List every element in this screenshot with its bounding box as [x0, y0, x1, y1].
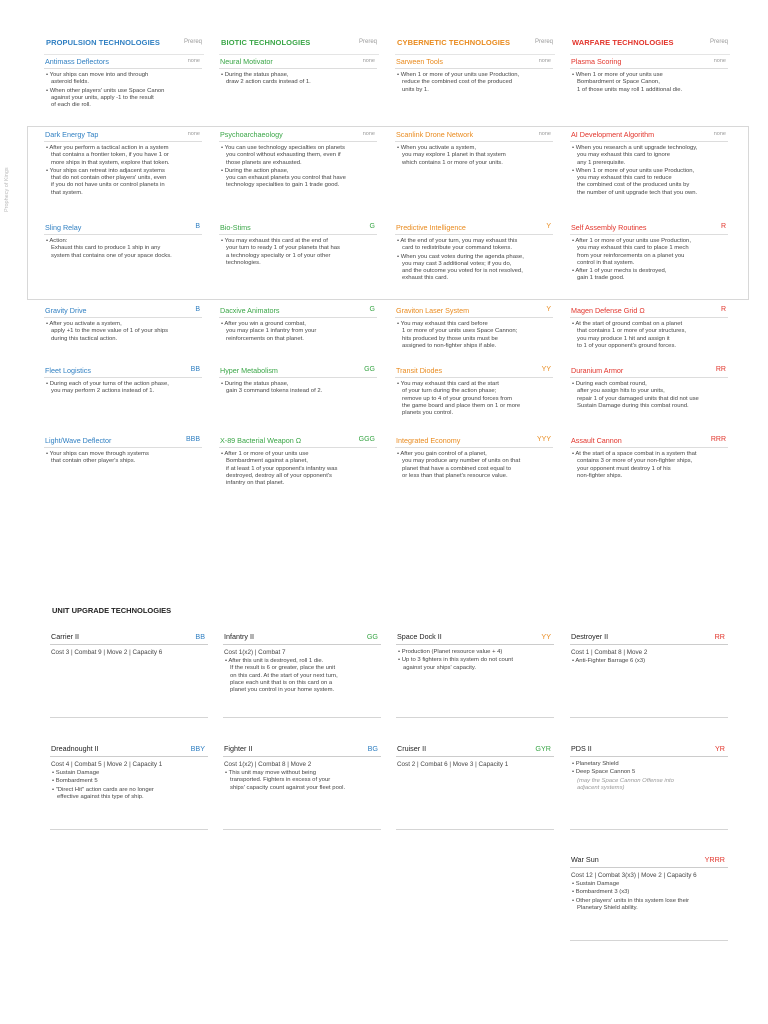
- unit-ability: • Sustain Damage: [52, 770, 100, 776]
- side-label: Prophecy of Kings: [4, 167, 10, 212]
- tech-card: [570, 365, 728, 411]
- unit-ability: • "Direct Hit" action cards are no longer effective against this type of ship.: [52, 786, 154, 800]
- unit-prereq: GYR: [535, 744, 551, 753]
- tech-bullet: • Your ships can retreat into adjacent systems that do not contain other players' units, even if you do not have units or control planets in that system.: [46, 167, 167, 196]
- unit-upgrades-title: UNIT UPGRADE TECHNOLOGIES: [52, 606, 172, 615]
- unit-upgrade-card: [570, 853, 728, 941]
- tech-card-header: [44, 365, 202, 378]
- tech-text: [44, 69, 202, 109]
- tech-prereq: R: [720, 306, 726, 313]
- tech-card: [395, 305, 553, 351]
- tech-text: [219, 69, 377, 87]
- tech-bullet: • You can use technology specialties on planets you control without exhausting them, even if those planets are exhausted.: [221, 145, 345, 166]
- tech-bullet: • Your ships can move into and through asteroid fields.: [46, 72, 149, 86]
- tech-text: [44, 318, 202, 343]
- tech-name: AI Development Algorithm: [571, 130, 655, 139]
- tech-card: [44, 365, 202, 397]
- unit-stats: Cost 1 | Combat 8 | Move 2: [571, 649, 648, 656]
- tech-card-header: [570, 365, 728, 378]
- tech-bullet: • After 1 or more of your units use Production, you may exhaust this card to place 1 mech from your reinforcements on a planet you control in that system.: [572, 238, 691, 266]
- unit-prereq: BBY: [190, 744, 205, 753]
- tech-prereq: none: [187, 131, 200, 137]
- tech-bullet: • When you research a unit upgrade technology, you may exhaust this card to ignore any 1 prerequisite.: [572, 145, 698, 166]
- tech-prereq: R: [720, 223, 726, 230]
- tech-card-header: [570, 305, 728, 318]
- tech-card-header: [395, 129, 553, 142]
- tech-card-header: [219, 435, 377, 448]
- tech-card: [219, 222, 377, 268]
- tech-name: Antimass Deflectors: [45, 57, 109, 66]
- unit-prereq: GG: [366, 632, 378, 641]
- tech-name: Magen Defense Grid Ω: [571, 306, 645, 315]
- tech-card: [570, 56, 728, 95]
- unit-upgrade-header: [50, 630, 208, 645]
- tech-text: [219, 235, 377, 267]
- tech-card: [395, 222, 553, 284]
- tech-bullet: • During the action phase, you can exhaust planets you control that have technology specialties to gain 1 trade good.: [221, 167, 346, 189]
- tech-name: Transit Diodes: [396, 366, 443, 375]
- tech-prereq: YY: [541, 366, 551, 373]
- tech-card: [44, 435, 202, 467]
- tech-text: [395, 378, 553, 417]
- tech-card: [395, 435, 553, 481]
- unit-prereq: BG: [367, 744, 378, 753]
- tech-name: Self Assembly Routines: [571, 223, 647, 232]
- tech-bullet: • After 1 of your mechs is destroyed, gain 1 trade good.: [572, 268, 667, 282]
- tech-text: [219, 448, 377, 487]
- tech-text: [219, 142, 377, 190]
- tech-card-header: [570, 222, 728, 235]
- unit-upgrade-card: [223, 742, 381, 830]
- unit-upgrade-card: [570, 742, 728, 830]
- unit-upgrade-card: [396, 742, 554, 830]
- tech-prereq: none: [362, 131, 375, 137]
- tech-name: Bio-Stims: [220, 223, 251, 232]
- unit-name: Space Dock II: [397, 632, 442, 641]
- unit-upgrade-card: [50, 630, 208, 718]
- tech-card-header: [570, 435, 728, 448]
- unit-note: (may fire Space Cannon Offense into adjacent systems): [577, 777, 674, 791]
- tech-card: [44, 129, 202, 198]
- tech-card-header: [570, 56, 728, 69]
- propulsion-header: [44, 36, 204, 55]
- unit-ability: • Planetary Shield: [572, 761, 619, 767]
- tech-card-header: [395, 365, 553, 378]
- unit-ability: • Production (Planet resource value + 4): [398, 649, 503, 655]
- tech-name: Predictive Intelligence: [396, 223, 466, 232]
- unit-upgrade-card: [223, 630, 381, 718]
- tech-text: [570, 69, 728, 94]
- tech-card: [570, 435, 728, 481]
- unit-ability: • Deep Space Cannon 5: [572, 769, 636, 776]
- tech-card: [395, 365, 553, 418]
- tech-bullet: • When 1 or more of your units use Production, you may exhaust this card to reduce the combined cost of the produced units by the number of unit upgrade tech that you own.: [572, 167, 698, 196]
- unit-ability: • This unit may move without being transported. Fighters in excess of your ships' capacity count against your fleet pool.: [225, 770, 346, 791]
- category-title: PROPULSION TECHNOLOGIES: [46, 38, 160, 47]
- tech-card-header: [44, 56, 202, 69]
- tech-prereq: B: [195, 223, 200, 230]
- tech-bullet: • During the status phase, draw 2 action cards instead of 1.: [221, 72, 311, 86]
- prereq-label: Prereq: [534, 39, 553, 45]
- tech-card-header: [570, 129, 728, 142]
- tech-card: [44, 305, 202, 344]
- tech-bullet: • When 1 or more of your units use Production, reduce the combined cost of the produced units by 1.: [397, 72, 520, 93]
- tech-prereq: Y: [546, 223, 551, 230]
- tech-bullet: • After 1 or more of your units use Bombardment against a planet, if at least 1 of your opponent's infantry was destroyed, destroy all of your opponent's infantry on that planet.: [221, 451, 338, 487]
- unit-upgrade-header: [396, 742, 554, 757]
- biotic-header: [219, 36, 379, 55]
- unit-ability: • Sustain Damage: [572, 881, 620, 887]
- tech-text: [570, 318, 728, 350]
- category-title: BIOTIC TECHNOLOGIES: [221, 38, 311, 47]
- tech-card-header: [395, 56, 553, 69]
- unit-ability: • Other players' units in this system lose their Planetary Shield ability.: [572, 897, 690, 911]
- tech-card: [395, 56, 553, 95]
- unit-name: Infantry II: [224, 632, 254, 641]
- tech-text: [570, 378, 728, 410]
- tech-prereq: Y: [546, 306, 551, 313]
- unit-name: Fighter II: [224, 744, 253, 753]
- tech-card-header: [219, 305, 377, 318]
- tech-prereq: B: [195, 306, 200, 313]
- tech-name: X-89 Bacterial Weapon Ω: [220, 436, 302, 445]
- unit-ability: • Bombardment 5: [52, 778, 98, 785]
- unit-stats: Cost 4 | Combat 5 | Move 2 | Capacity 1: [51, 761, 163, 768]
- unit-upgrade-card: [50, 742, 208, 830]
- tech-name: Assault Cannon: [571, 436, 622, 445]
- unit-name: Cruiser II: [397, 744, 427, 753]
- tech-card-header: [395, 305, 553, 318]
- tech-bullet: • During the status phase, gain 3 command tokens instead of 2.: [221, 381, 323, 395]
- tech-text: [44, 448, 202, 466]
- tech-bullet: • Your ships can move through systems that contain other player's ships.: [46, 451, 149, 465]
- tech-bullet: • After you perform a tactical action in a system that contains a frontier token, if you have 1 or more ships in that system, explore that token.: [46, 145, 170, 166]
- tech-prereq: none: [538, 131, 551, 137]
- tech-card: [570, 129, 728, 198]
- tech-prereq: YYY: [536, 436, 551, 443]
- tech-card: [219, 56, 377, 88]
- cybernetic-header: [395, 36, 555, 55]
- unit-stats: Cost 3 | Combat 9 | Move 2 | Capacity 6: [51, 649, 163, 656]
- tech-card: [219, 305, 377, 344]
- unit-stats: Cost 1(x2) | Combat 8 | Move 2: [224, 761, 312, 768]
- unit-prereq: RR: [714, 632, 725, 641]
- tech-text: [395, 318, 553, 350]
- unit-stats: Cost 1(x2) | Combat 7: [224, 649, 286, 656]
- tech-prereq: GG: [364, 366, 375, 373]
- tech-name: Fleet Logistics: [45, 366, 91, 375]
- tech-bullet: • Action: Exhaust this card to produce 1 ship in any system that contains one of your space docks.: [46, 238, 172, 259]
- tech-name: Integrated Economy: [396, 436, 461, 445]
- unit-ability: • Bombardment 3 (x3): [572, 889, 630, 896]
- tech-bullet: • After you gain control of a planet, you may produce any number of units on that planet that have a combined cost equal to or less than that planet's resource value.: [397, 451, 521, 479]
- tech-bullet: • At the start of a space combat in a system that contains 3 or more of your non-fighter ships, your opponent must destroy 1 of his non-fighter ships.: [572, 451, 697, 479]
- unit-upgrade-header: [570, 853, 728, 868]
- prereq-label: Prereq: [709, 39, 728, 45]
- tech-bullet: • You may exhaust this card at the start of your turn during the action phase; remove up to 4 of your ground forces from the game board and place them on 1 or more planets you control.: [397, 381, 521, 417]
- tech-name: Neural Motivator: [220, 57, 273, 66]
- tech-text: [570, 448, 728, 480]
- tech-bullet: • During each combat round, after you assign hits to your units, repair 1 of your damaged units that did not use Sustain Damage during this combat round.: [572, 381, 699, 409]
- tech-text: [570, 235, 728, 283]
- tech-bullet: • At the end of your turn, you may exhaust this card to redistribute your command tokens.: [397, 238, 518, 252]
- tech-card: [219, 365, 377, 397]
- tech-bullet: • During each of your turns of the action phase, you may perform 2 actions instead of 1.: [46, 381, 169, 395]
- unit-prereq: YR: [715, 744, 725, 753]
- tech-card-header: [44, 129, 202, 142]
- unit-upgrade-header: [570, 630, 728, 645]
- tech-text: [44, 142, 202, 197]
- unit-upgrade-card: [396, 630, 554, 718]
- tech-card: [570, 222, 728, 284]
- category-title: CYBERNETIC TECHNOLOGIES: [397, 38, 511, 47]
- tech-name: Sarween Tools: [396, 57, 444, 66]
- warfare-header: [570, 36, 730, 55]
- unit-stats: Cost 12 | Combat 3(x3) | Move 2 | Capacity 6: [571, 872, 697, 879]
- tech-name: Dacxive Animators: [220, 306, 280, 315]
- tech-bullet: • When you activate a system, you may explore 1 planet in that system which contains 1 or more of your units.: [397, 145, 506, 166]
- tech-bullet: • When other players' units use Space Canon against your units, apply -1 to the result of each die roll.: [46, 87, 165, 109]
- tech-text: [570, 142, 728, 197]
- unit-upgrade-header: [396, 630, 554, 645]
- tech-name: Plasma Scoring: [571, 57, 622, 66]
- tech-name: Dark Energy Tap: [45, 130, 99, 139]
- tech-text: [395, 69, 553, 94]
- unit-ability: • Anti-Fighter Barrage 6 (x3): [572, 658, 646, 664]
- category-title: WARFARE TECHNOLOGIES: [572, 38, 674, 47]
- tech-name: Psychoarchaeology: [220, 130, 283, 139]
- tech-bullet: • When you cast votes during the agenda phase, you may cast 3 additional votes; if you do, and the outcome you voted for is not resolved, exhaust this card.: [397, 253, 524, 282]
- tech-card-header: [395, 222, 553, 235]
- tech-card-header: [219, 365, 377, 378]
- tech-name: Gravity Drive: [45, 306, 87, 315]
- tech-name: Hyper Metabolism: [220, 366, 278, 375]
- unit-upgrade-header: [223, 742, 381, 757]
- unit-prereq: BB: [195, 632, 205, 641]
- tech-card-header: [44, 435, 202, 448]
- tech-card-header: [44, 222, 202, 235]
- tech-card-header: [395, 435, 553, 448]
- tech-card-header: [44, 305, 202, 318]
- prereq-label: Prereq: [358, 39, 377, 45]
- tech-bullet: • After you activate a system, apply +1 to the move value of 1 of your ships during this tactical action.: [46, 321, 169, 342]
- tech-prereq: none: [538, 58, 551, 64]
- prereq-label: Prereq: [183, 39, 202, 45]
- tech-prereq: G: [369, 223, 375, 230]
- unit-prereq: YRRR: [704, 855, 725, 864]
- tech-card: [219, 435, 377, 488]
- tech-prereq: none: [187, 58, 200, 64]
- unit-upgrade-header: [223, 630, 381, 645]
- tech-prereq: none: [362, 58, 375, 64]
- tech-prereq: RR: [715, 366, 726, 373]
- tech-prereq: G: [369, 306, 375, 313]
- tech-bullet: • When 1 or more of your units use Bombardment or Space Canon, 1 of those units may roll 1 additional die.: [572, 72, 683, 93]
- tech-card-header: [219, 56, 377, 69]
- unit-name: War Sun: [571, 855, 599, 864]
- unit-name: Destroyer II: [571, 632, 609, 641]
- tech-card: [44, 222, 202, 261]
- tech-text: [44, 235, 202, 260]
- unit-ability: • Up to 3 fighters in this system do not count against your ships' capacity.: [398, 657, 514, 671]
- tech-card: [44, 56, 202, 110]
- tech-name: Graviton Laser System: [396, 306, 470, 315]
- unit-upgrade-header: [50, 742, 208, 757]
- tech-text: [395, 235, 553, 283]
- tech-bullet: • You may exhaust this card at the end of your turn to ready 1 of your planets that has a technology specialty or 1 of your other technologies.: [221, 238, 340, 266]
- tech-name: Light/Wave Deflector: [45, 436, 112, 445]
- tech-bullet: • After you win a ground combat, you may place 1 infantry from your reinforcements on that planet.: [221, 321, 317, 342]
- unit-name: Dreadnought II: [51, 744, 99, 753]
- tech-prereq: GGG: [358, 436, 375, 443]
- unit-name: Carrier II: [51, 632, 79, 641]
- tech-text: [219, 318, 377, 343]
- unit-upgrade-card: [570, 630, 728, 718]
- tech-card: [395, 129, 553, 168]
- unit-name: PDS II: [571, 744, 592, 753]
- tech-text: [219, 378, 377, 396]
- tech-bullet: • At the start of ground combat on a planet that contains 1 or more of your structures, you may produce 1 hit and assign it to 1 of your opponent's ground forces.: [572, 321, 687, 349]
- tech-name: Sling Relay: [45, 223, 82, 232]
- tech-card: [570, 305, 728, 351]
- tech-prereq: none: [713, 58, 726, 64]
- tech-text: [395, 142, 553, 167]
- tech-prereq: BB: [190, 366, 200, 373]
- tech-prereq: BBB: [185, 436, 200, 443]
- tech-text: [44, 378, 202, 396]
- tech-bullet: • You may exhaust this card before 1 or more of your units uses Space Cannon; hits produced by those units must be assigned to non-fighter ships if able.: [397, 321, 518, 349]
- tech-name: Duranium Armor: [571, 366, 624, 375]
- tech-prereq: none: [713, 131, 726, 137]
- tech-text: [395, 448, 553, 480]
- unit-upgrade-header: [570, 742, 728, 757]
- tech-card: [219, 129, 377, 191]
- unit-prereq: YY: [541, 632, 551, 641]
- unit-stats: Cost 2 | Combat 6 | Move 3 | Capacity 1: [397, 761, 509, 768]
- tech-card-header: [219, 129, 377, 142]
- tech-prereq: RRR: [710, 436, 726, 443]
- tech-name: Scanlink Drone Network: [396, 130, 474, 139]
- unit-ability: • After this unit is destroyed, roll 1 die. If the result is 6 or greater, place the unit on this card. At the start of your next turn, place each unit that is on this card on a planet you control in your home system.: [225, 658, 338, 694]
- tech-card-header: [219, 222, 377, 235]
